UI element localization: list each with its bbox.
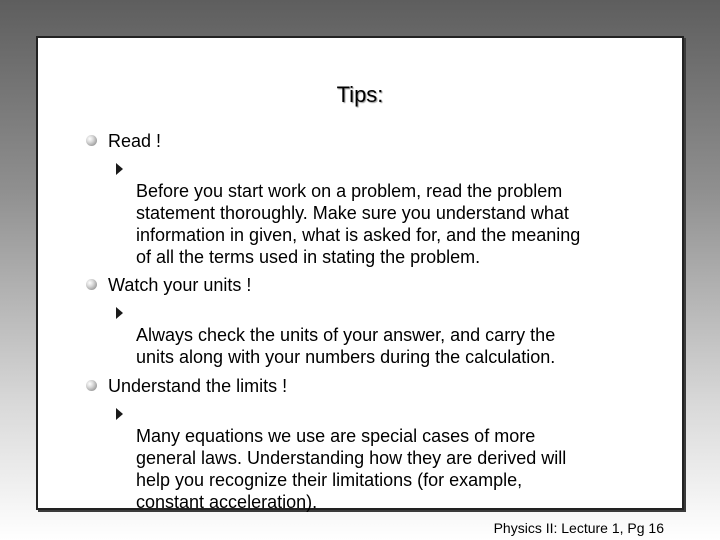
bullet-detail <box>86 403 666 513</box>
bullet-read <box>86 130 666 268</box>
slide-footer: Physics II: Lecture 1, Pg 16 <box>493 520 664 536</box>
bullet-detail-text: Always check the units of your answer, and carry the units along with your numbers during the calculation. <box>136 325 556 367</box>
bullet-detail <box>86 302 666 368</box>
bullet-detail-text: Many equations we use are special cases of more general laws. Understanding how they are derived will help you recognize their limitations (for example, constant acceleration). <box>136 426 567 512</box>
slide-frame <box>36 36 684 510</box>
sub-bullet-arrow-icon <box>116 163 123 175</box>
bullet-detail-text: Before you start work on a problem, read the problem statement thoroughly. Make sure you understand what information in given, what is asked for, and the meaning of all the terms used in stating the problem. <box>136 181 581 267</box>
bullet-heading-text: Watch your units ! <box>108 275 252 295</box>
bullet-units <box>86 274 666 368</box>
bullet-heading-text: Read ! <box>108 131 162 151</box>
slide-title: Tips: <box>336 82 384 107</box>
bullet-disc-icon <box>86 380 97 391</box>
bullet-heading-text: Understand the limits ! <box>108 376 288 396</box>
bullet-heading <box>86 274 666 296</box>
bullet-heading <box>86 130 666 152</box>
sub-bullet-arrow-icon <box>116 307 123 319</box>
sub-bullet-arrow-icon <box>116 408 123 420</box>
bullet-limits <box>86 375 666 513</box>
bullet-heading <box>86 375 666 397</box>
bullet-detail <box>86 158 666 268</box>
bullet-disc-icon <box>86 279 97 290</box>
bullet-disc-icon <box>86 135 97 146</box>
